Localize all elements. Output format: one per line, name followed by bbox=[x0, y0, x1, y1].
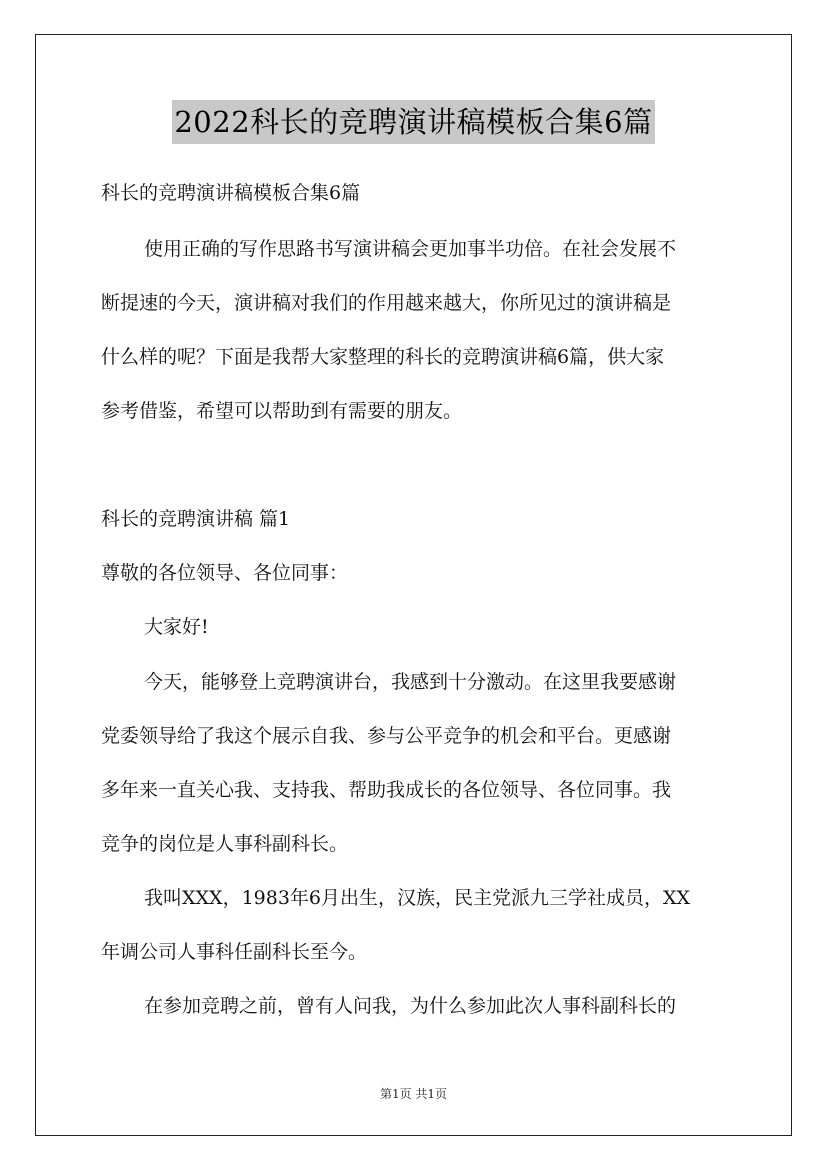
intro-line-1: 使用正确的写作思路书写演讲稿会更加事半功倍。在社会发展不 bbox=[144, 238, 677, 260]
para1-line-2: 党委领导给了我这个展示自我、参与公平竞争的机会和平台。更感谢 bbox=[101, 725, 672, 747]
intro-line-2: 断提速的今天，演讲稿对我们的作用越来越大，你所见过的演讲稿是 bbox=[101, 292, 672, 314]
section-heading: 科长的竞聘演讲稿 篇1 bbox=[101, 508, 291, 530]
title-container bbox=[0, 100, 827, 144]
para1-line-4: 竞争的岗位是人事科副科长。 bbox=[101, 833, 349, 855]
intro-line-3: 什么样的呢？下面是我帮大家整理的科长的竞聘演讲稿6篇，供大家 bbox=[101, 346, 665, 368]
intro-line-4: 参考借鉴，希望可以帮助到有需要的朋友。 bbox=[101, 400, 463, 422]
para3-line-1: 在参加竞聘之前，曾有人问我，为什么参加此次人事科副科长的 bbox=[144, 995, 677, 1017]
salutation: 尊敬的各位领导、各位同事： bbox=[101, 562, 349, 584]
subtitle: 科长的竞聘演讲稿模板合集6篇 bbox=[101, 182, 361, 204]
greeting: 大家好! bbox=[144, 616, 209, 638]
para1-line-3: 多年来一直关心我、支持我、帮助我成长的各位领导、各位同事。我 bbox=[101, 779, 672, 801]
para2-line-1: 我叫XXX，1983年6月出生，汉族，民主党派九三学社成员，XX bbox=[144, 887, 691, 909]
para1-line-1: 今天，能够登上竞聘演讲台，我感到十分激动。在这里我要感谢 bbox=[144, 671, 677, 693]
para2-line-2: 年调公司人事科任副科长至今。 bbox=[101, 941, 368, 963]
document-title: 2022科长的竞聘演讲稿模板合集6篇 bbox=[172, 100, 654, 144]
page-footer: 第1页 共1页 bbox=[379, 1087, 448, 1101]
